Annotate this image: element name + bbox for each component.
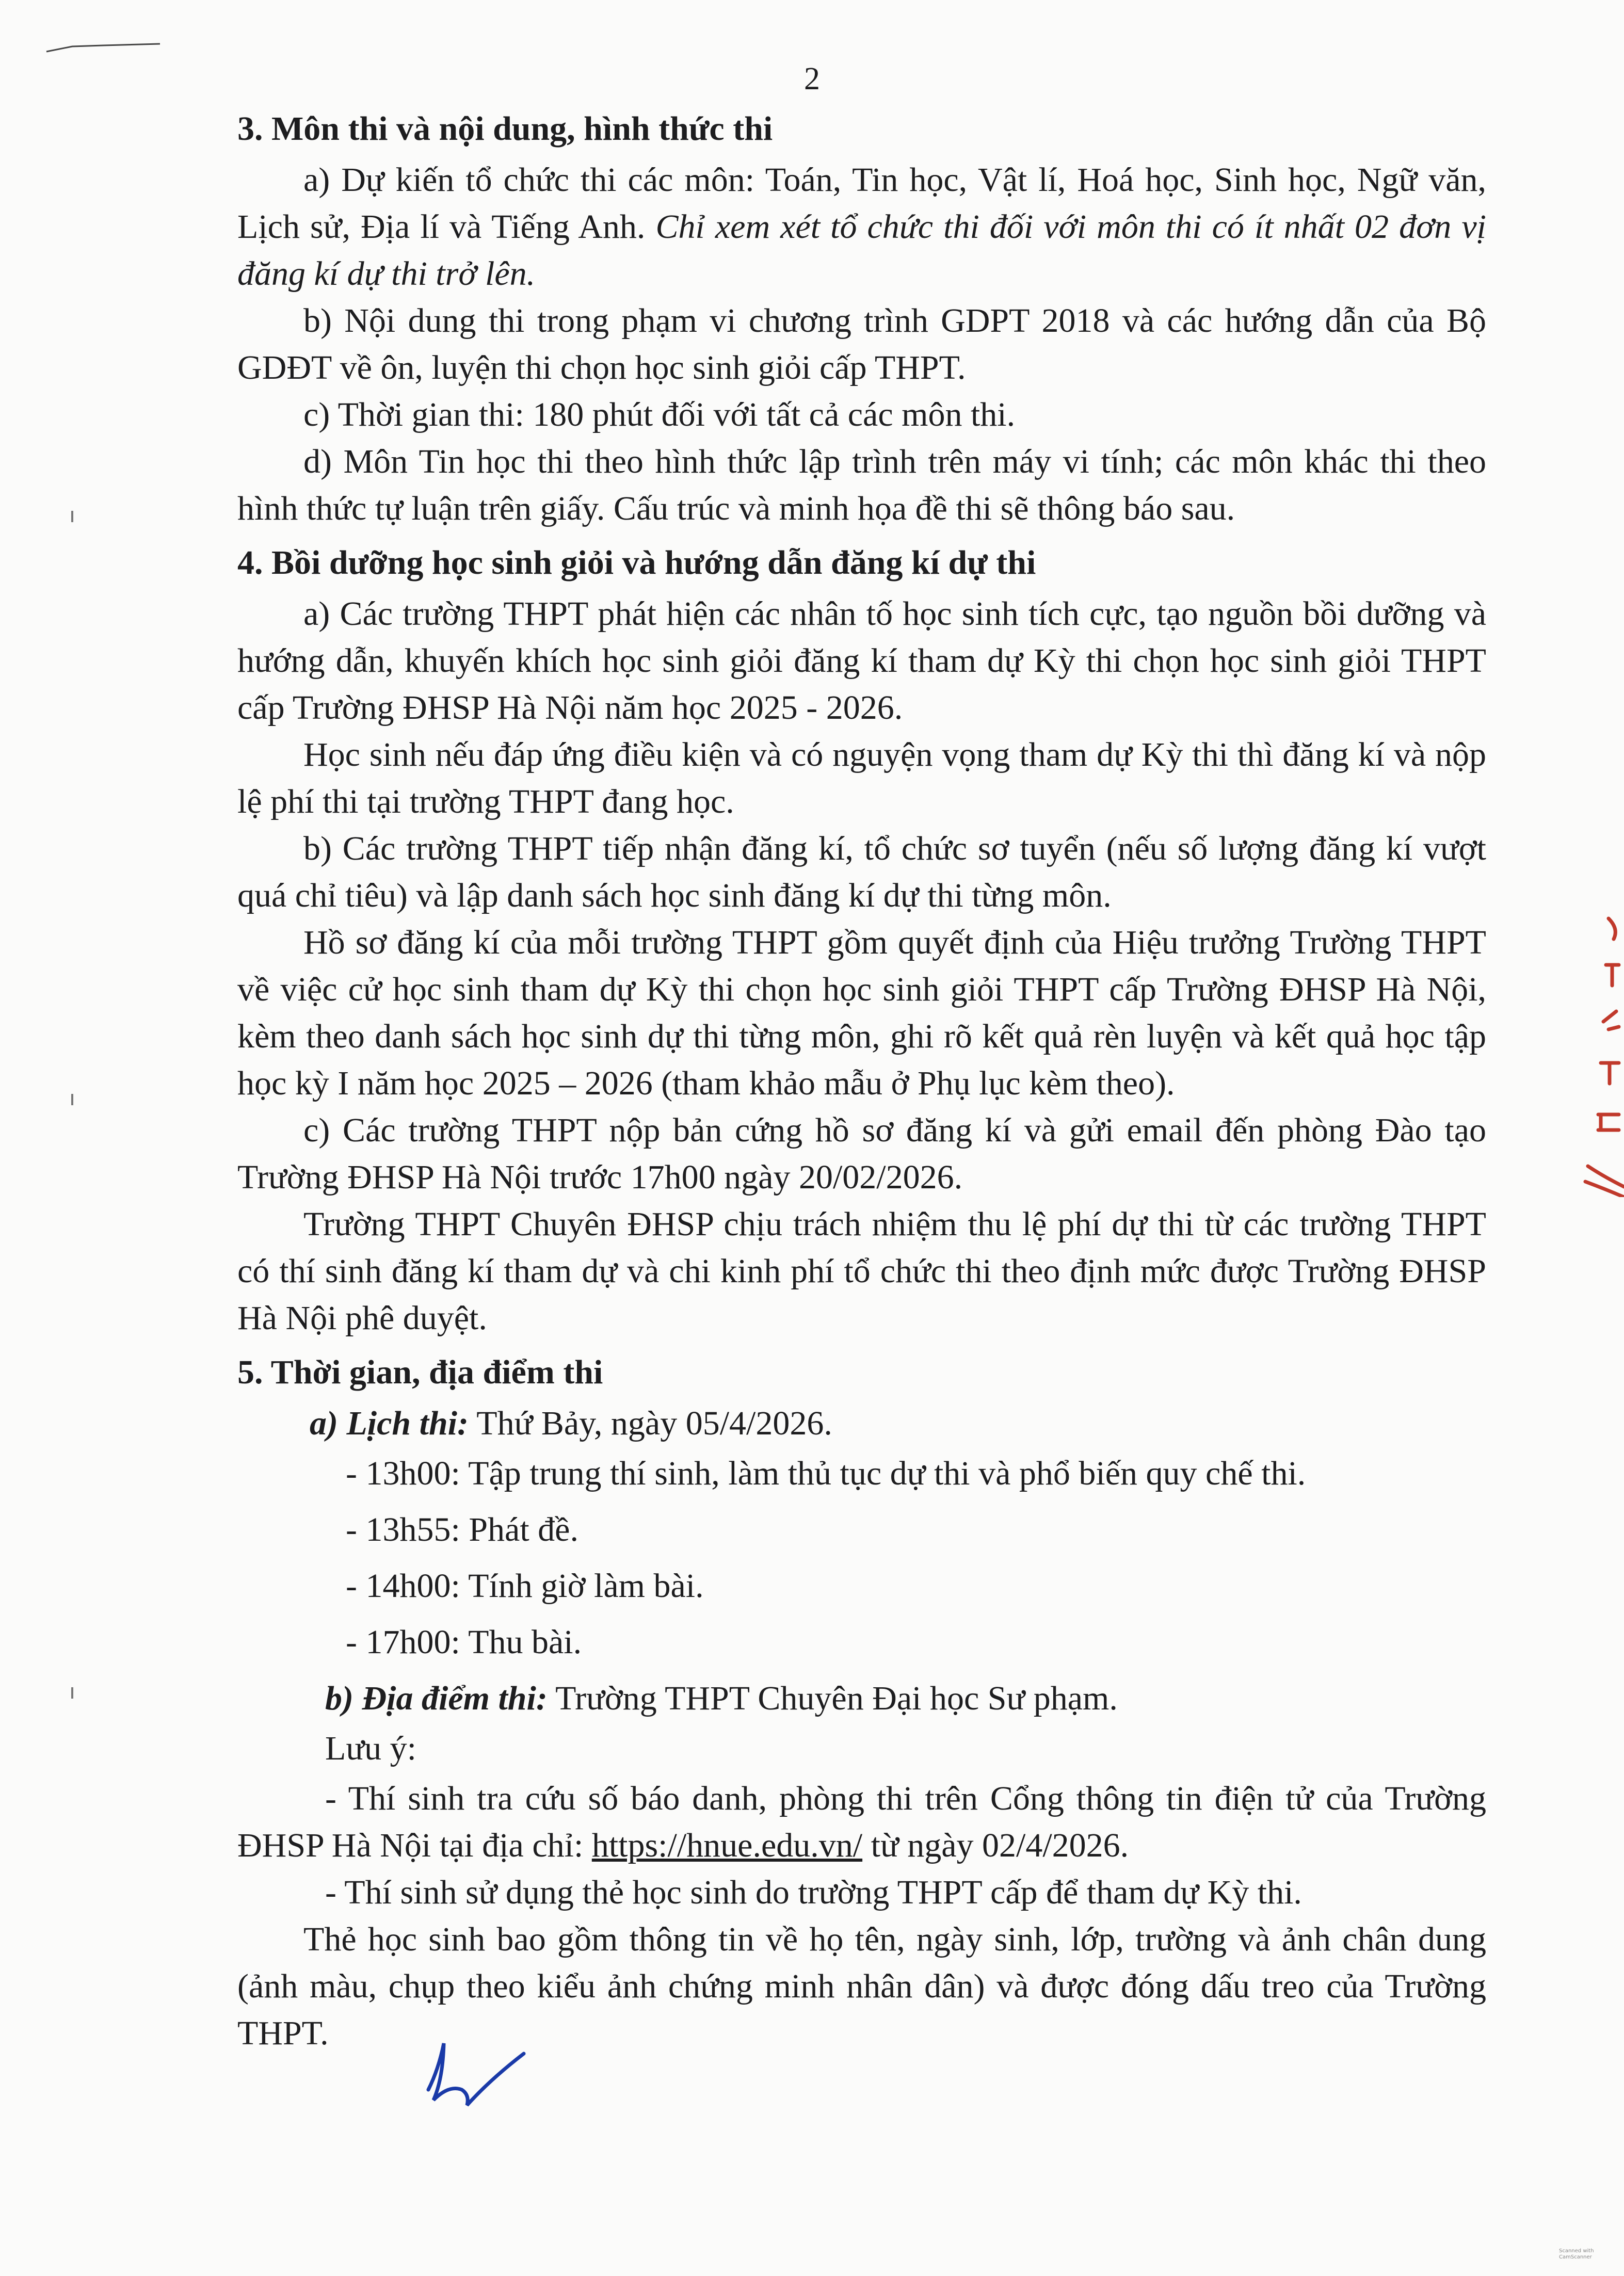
section-4b: b) Các trường THPT tiếp nhận đăng kí, tổ chức sơ tuyển (nếu số lượng đăng kí vượt quá chỉ tiêu) và lập danh sách học sinh đăng kí dự thi từng môn. xyxy=(237,830,1486,914)
section-4c-2: Trường THPT Chuyên ĐHSP chịu trách nhiệm thu lệ phí dự thi từ các trường THPT có thí sinh đăng kí tham dự và chi kinh phí tổ chức thi theo định mức được Trường ĐHSP Hà Nội phê duyệt. xyxy=(237,1205,1486,1337)
note-label: Lưu ý: xyxy=(325,1730,416,1767)
venue-line xyxy=(237,1675,1486,1722)
handwritten-initial xyxy=(413,2033,537,2116)
note-3: Thẻ học sinh bao gồm thông tin về họ tên, ngày sinh, lớp, trường và ảnh chân dung (ảnh màu, chụp theo kiểu ảnh chứng minh nhân dân) và được đóng dấu treo của Trường THPT. xyxy=(237,1920,1486,2052)
margin-speck xyxy=(71,1687,73,1699)
document-body xyxy=(237,98,1486,2057)
schedule-item: - 13h00: Tập trung thí sinh, làm thủ tục dự thi và phổ biến quy chế thi. xyxy=(346,1455,1306,1492)
section-3b: b) Nội dung thi trong phạm vi chương trình GDPT 2018 và các hướng dẫn của Bộ GDĐT về ôn, luyện thi chọn học sinh giỏi cấp THPT. xyxy=(237,302,1486,386)
note-1-date: từ ngày 02/4/2026. xyxy=(862,1827,1129,1864)
scan-mark-top-left xyxy=(41,21,196,62)
schedule-label: a) Lịch thi: xyxy=(310,1405,469,1442)
margin-speck xyxy=(71,1094,73,1105)
section-3d: d) Môn Tin học thi theo hình thức lập trình trên máy vi tính; các môn khác thi theo hình thức tự luận trên giấy. Cấu trúc và minh họa đề thi sẽ thông báo sau. xyxy=(237,443,1486,527)
section-3a xyxy=(237,156,1486,297)
schedule-item: - 13h55: Phát đề. xyxy=(346,1511,578,1548)
schedule-line xyxy=(237,1400,1486,1447)
section-3a-italic: Chỉ xem xét tổ chức thi đối với môn thi có ít nhất 02 đơn vị đăng kí dự thi trở lên. xyxy=(237,208,1486,293)
page-number: 2 xyxy=(804,61,820,96)
section-3-heading: 3. Môn thi và nội dung, hình thức thi xyxy=(237,110,773,148)
red-seal-edge xyxy=(1578,908,1624,1197)
venue-value: Trường THPT Chuyên Đại học Sư phạm. xyxy=(547,1680,1118,1717)
schedule-item: - 17h00: Thu bài. xyxy=(346,1623,582,1661)
schedule-item: - 14h00: Tính giờ làm bài. xyxy=(346,1567,704,1605)
section-5-heading: 5. Thời gian, địa điểm thi xyxy=(237,1353,603,1391)
venue-label: b) Địa điểm thi: xyxy=(325,1680,548,1717)
section-4a: a) Các trường THPT phát hiện các nhân tố học sinh tích cực, tạo nguồn bồi dưỡng và hướng dẫn, khuyến khích học sinh giỏi đăng kí tham dự Kỳ thi chọn học sinh giỏi THPT cấp Trường ĐHSP Hà Nội năm học 2025 - 2026. xyxy=(237,595,1486,727)
section-4c: c) Các trường THPT nộp bản cứng hồ sơ đăng kí và gửi email đến phòng Đào tạo Trường ĐHSP Hà Nội trước 17h00 ngày 20/02/2026. xyxy=(237,1111,1486,1196)
section-4a-2: Học sinh nếu đáp ứng điều kiện và có nguyện vọng tham dự Kỳ thi thì đăng kí và nộp lệ phí thi tại trường THPT đang học. xyxy=(237,736,1486,820)
hnue-link[interactable]: https://hnue.edu.vn/ xyxy=(591,1827,863,1864)
scanner-badge: Scanned with CamScanner xyxy=(1559,2248,1594,2260)
note-1 xyxy=(237,1775,1486,1869)
section-3a-text: a) Dự kiến tổ chức thi các môn: Toán, Tin học, Vật lí, Hoá học, Sinh học, Ngữ văn, Lịch sử, Địa lí và Tiếng Anh. xyxy=(237,161,1486,246)
section-4-heading: 4. Bồi dưỡng học sinh giỏi và hướng dẫn đăng kí dự thi xyxy=(237,544,1036,582)
section-4b-2: Hồ sơ đăng kí của mỗi trường THPT gồm quyết định của Hiệu trưởng Trường THPT về việc cử học sinh tham dự Kỳ thi chọn học sinh giỏi THPT cấp Trường ĐHSP Hà Nội, kèm theo danh sách học sinh dự thi từng môn, ghi rõ kết quả rèn luyện và kết quả học tập học kỳ I năm học 2025 – 2026 (tham khảo mẫu ở Phụ lục kèm theo). xyxy=(237,924,1486,1102)
schedule-value: Thứ Bảy, ngày 05/4/2026. xyxy=(469,1405,832,1442)
note-1-text: - Thí sinh tra cứu số báo danh, phòng thi trên Cổng thông tin điện tử của Trường ĐHSP Hà Nội tại địa chỉ: xyxy=(237,1780,1486,1864)
note-2: - Thí sinh sử dụng thẻ học sinh do trường THPT cấp để tham dự Kỳ thi. xyxy=(325,1874,1302,1911)
margin-speck xyxy=(71,511,73,522)
section-3c: c) Thời gian thi: 180 phút đối với tất cả các môn thi. xyxy=(303,396,1016,433)
